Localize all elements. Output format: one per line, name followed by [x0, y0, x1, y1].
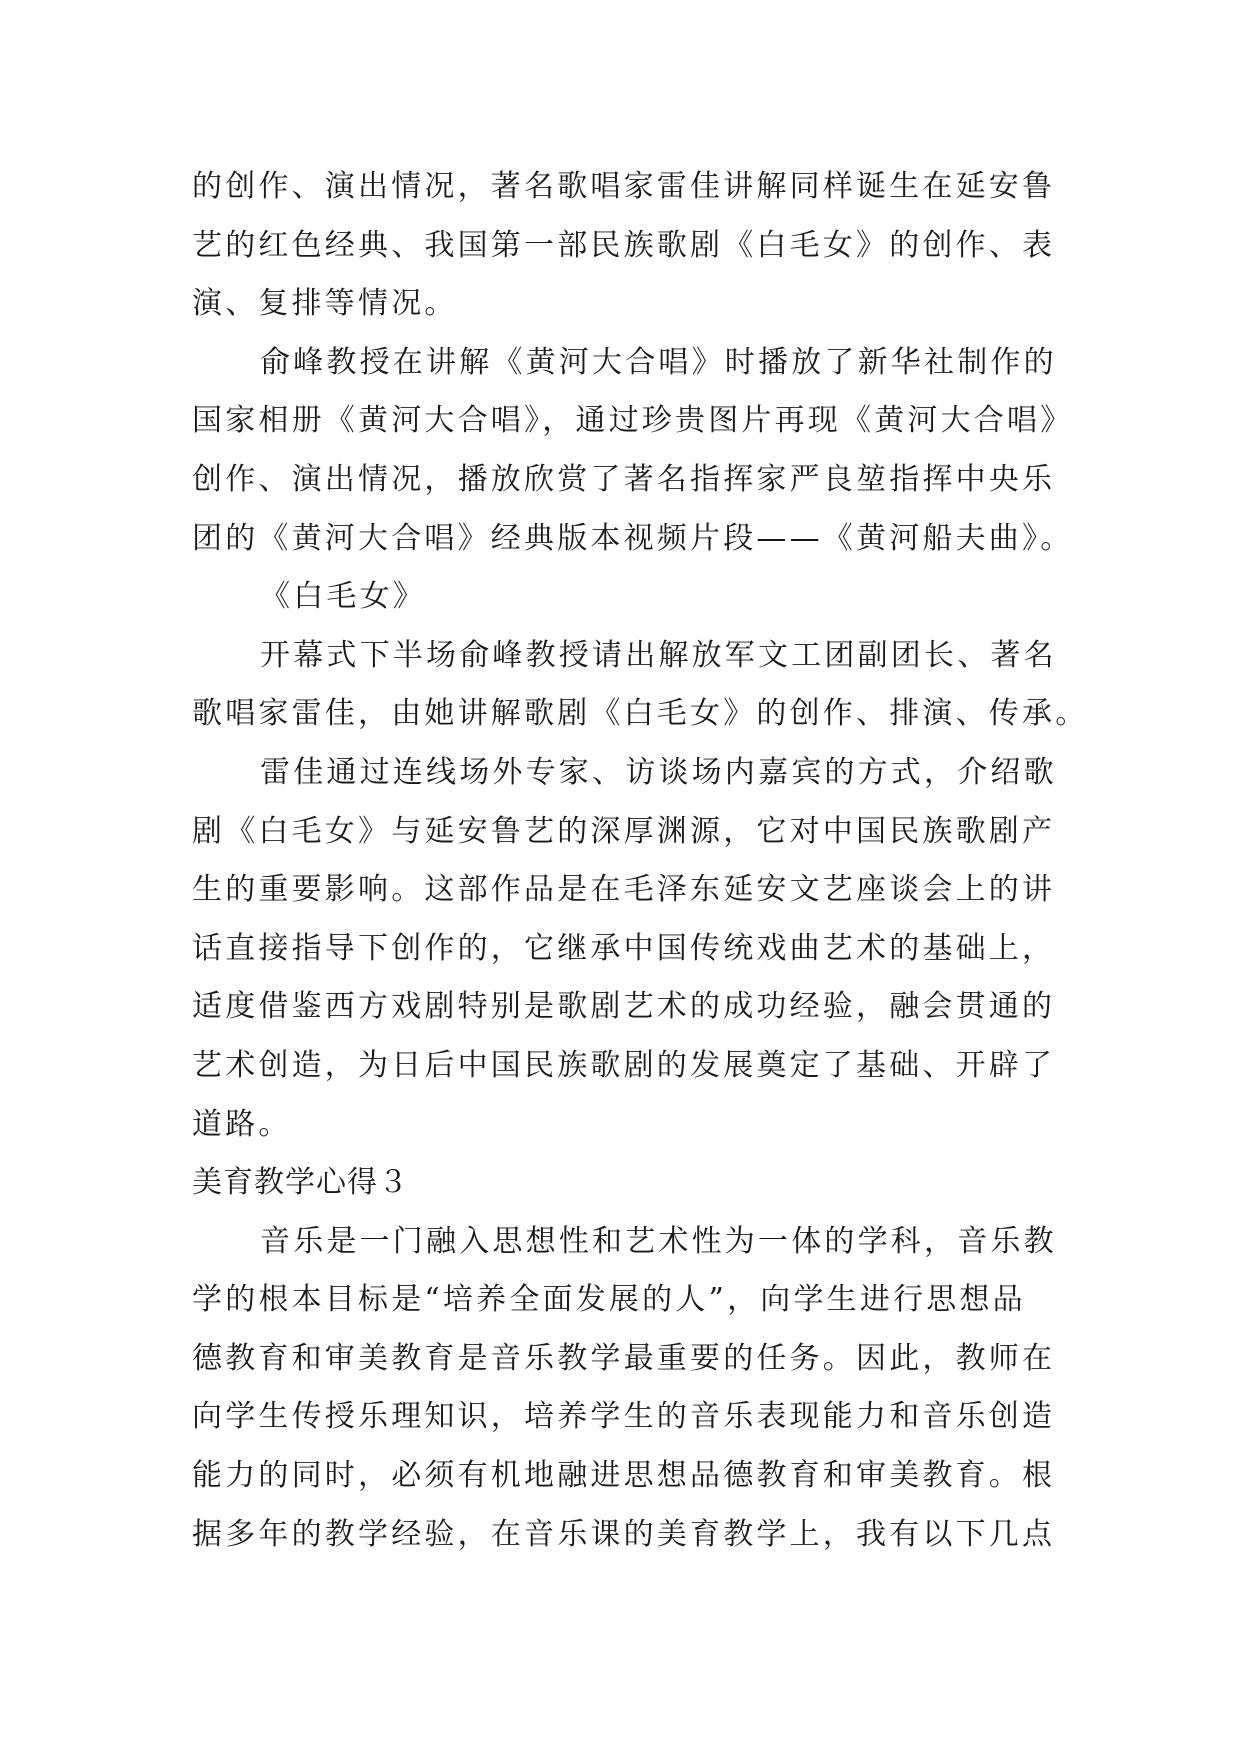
subheading-line: 《白毛女》: [260, 579, 426, 615]
paragraph-start-line: 开幕式下半场俞峰教授请出解放军文工团副团长、著名: [260, 637, 1057, 673]
text-line: 艺的红色经典、我国第一部民族歌剧《白毛女》的创作、表: [192, 227, 1056, 263]
text-line: 生的重要影响。这部作品是在毛泽东延安文艺座谈会上的讲: [192, 872, 1056, 908]
text-line: 道路。: [192, 1106, 292, 1142]
text-line: 德教育和审美教育是音乐教学最重要的任务。因此，教师在: [192, 1340, 1056, 1376]
text-line: 团的《黄河大合唱》经典版本视频片段——《黄河船夫曲》。: [192, 520, 1074, 556]
text-line: 的创作、演出情况，著名歌唱家雷佳讲解同样诞生在延安鲁: [192, 169, 1056, 204]
text-line: 能力的同时，必须有机地融进思想品德教育和审美教育。根: [192, 1458, 1056, 1494]
text-line: 适度借鉴西方戏剧特别是歌剧艺术的成功经验，融会贯通的: [192, 989, 1056, 1025]
text-line: 学的根本目标是“培养全面发展的人”，向学生进行思想品: [192, 1282, 1026, 1318]
text-line: 艺术创造，为日后中国民族歌剧的发展奠定了基础、开辟了: [192, 1047, 1056, 1083]
paragraph-start-line: 雷佳通过连线场外专家、访谈场内嘉宾的方式，介绍歌: [260, 754, 1057, 790]
section-heading: 美育教学心得３: [192, 1165, 409, 1201]
text-line: 据多年的教学经验，在音乐课的美育教学上，我有以下几点: [192, 1516, 1056, 1552]
text-line: 话直接指导下创作的，它继承中国传统戏曲艺术的基础上，: [192, 930, 1056, 966]
text-line: 剧《白毛女》与延安鲁艺的深厚渊源，它对中国民族歌剧产: [192, 813, 1056, 849]
document-body: [192, 158, 1089, 1564]
paragraph-start-line: 音乐是一门融入思想性和艺术性为一体的学科，音乐教: [260, 1223, 1057, 1259]
paragraph-start-line: 俞峰教授在讲解《黄河大合唱》时播放了新华社制作的: [260, 344, 1057, 380]
text-line: 歌唱家雷佳，由她讲解歌剧《白毛女》的创作、排演、传承。: [192, 696, 1089, 732]
text-line: 国家相册《黄河大合唱》，通过珍贵图片再现《黄河大合唱》: [192, 403, 1074, 439]
text-line: 创作、演出情况，播放欣赏了著名指挥家严良堃指挥中央乐: [192, 461, 1056, 497]
text-line: 向学生传授乐理知识，培养学生的音乐表现能力和音乐创造: [192, 1399, 1056, 1435]
text-line: 演、复排等情况。: [192, 286, 458, 322]
